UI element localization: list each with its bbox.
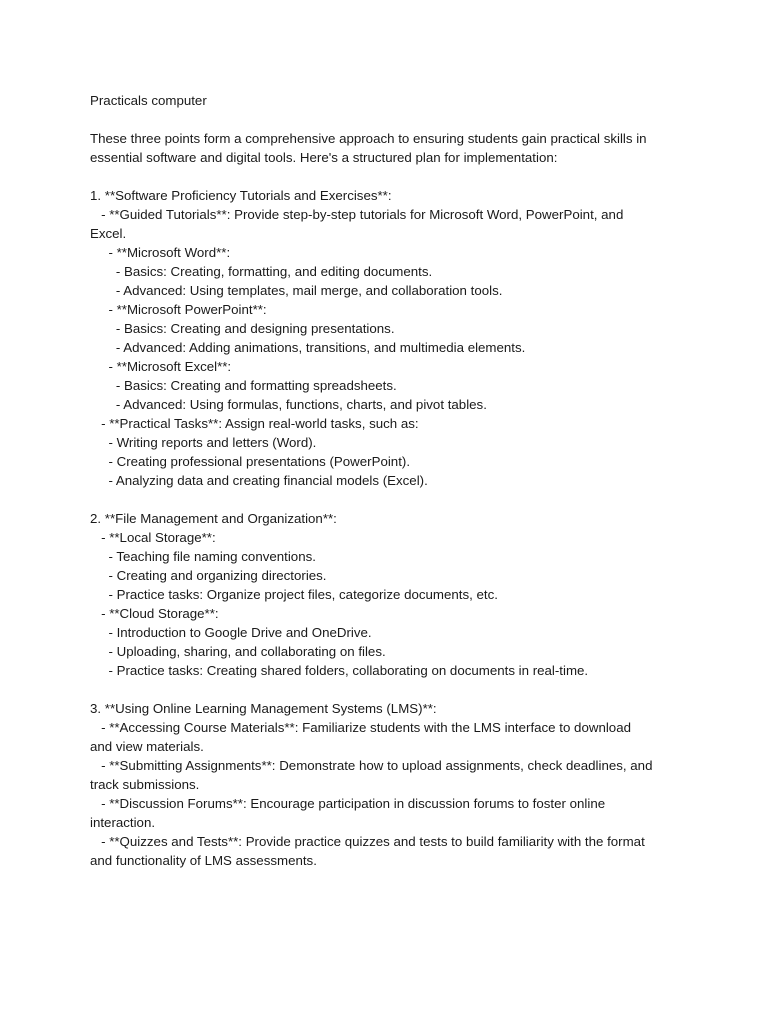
section3-line: - **Submitting Assignments**: Demonstrate how to upload assignments, check deadlines, and	[90, 758, 653, 773]
section2-line: - Practice tasks: Organize project files, categorize documents, etc.	[90, 587, 498, 602]
section1-line: - Advanced: Using templates, mail merge, and collaboration tools.	[90, 283, 503, 298]
section2-line: - Practice tasks: Creating shared folders, collaborating on documents in real-time.	[90, 663, 589, 678]
section1-line: - Basics: Creating and formatting spreadsheets.	[90, 378, 397, 393]
blank-line	[90, 110, 690, 129]
section1-line: Excel.	[90, 226, 127, 241]
section2-heading: 2. **File Management and Organization**:	[90, 511, 337, 526]
section1-line: - Advanced: Adding animations, transitions, and multimedia elements.	[90, 340, 526, 355]
section1-line: - Basics: Creating, formatting, and editing documents.	[90, 264, 433, 279]
section2-line: - **Local Storage**:	[90, 530, 216, 545]
section2-line: - **Cloud Storage**:	[90, 606, 219, 621]
intro-line: essential software and digital tools. Here's a structured plan for implementation:	[90, 150, 558, 165]
section3-heading: 3. **Using Online Learning Management Systems (LMS)**:	[90, 701, 437, 716]
blank-line	[90, 680, 690, 699]
section1-line: - Creating professional presentations (PowerPoint).	[90, 454, 411, 469]
blank-line	[90, 490, 690, 509]
section3-line: interaction.	[90, 815, 156, 830]
section1-line: - Basics: Creating and designing presentations.	[90, 321, 395, 336]
section3-line: track submissions.	[90, 777, 200, 792]
section1-heading: 1. **Software Proficiency Tutorials and Exercises**:	[90, 188, 392, 203]
section3-line: - **Discussion Forums**: Encourage participation in discussion forums to foster online	[90, 796, 606, 811]
section1-line: - Writing reports and letters (Word).	[90, 435, 317, 450]
section3-line: - **Quizzes and Tests**: Provide practice quizzes and tests to build familiarity with the format	[90, 834, 645, 849]
section1-line: - Advanced: Using formulas, functions, charts, and pivot tables.	[90, 397, 487, 412]
section1-line: - **Microsoft Excel**:	[90, 359, 232, 374]
section1-line: - **Microsoft Word**:	[90, 245, 231, 260]
section1-line: - **Practical Tasks**: Assign real-world tasks, such as:	[90, 416, 419, 431]
intro-line: These three points form a comprehensive approach to ensuring students gain practical skills in	[90, 131, 647, 146]
section2-line: - Introduction to Google Drive and OneDrive.	[90, 625, 372, 640]
section1-line: - **Guided Tutorials**: Provide step-by-step tutorials for Microsoft Word, PowerPoint, and	[90, 207, 624, 222]
section2-line: - Uploading, sharing, and collaborating on files.	[90, 644, 386, 659]
document-title: Practicals computer	[90, 93, 207, 108]
section2-line: - Teaching file naming conventions.	[90, 549, 316, 564]
document-body	[90, 91, 690, 870]
section1-line: - Analyzing data and creating financial models (Excel).	[90, 473, 428, 488]
section3-line: - **Accessing Course Materials**: Familiarize students with the LMS interface to download	[90, 720, 631, 735]
blank-line	[90, 167, 690, 186]
section3-line: and functionality of LMS assessments.	[90, 853, 317, 868]
section1-line: - **Microsoft PowerPoint**:	[90, 302, 267, 317]
section3-line: and view materials.	[90, 739, 204, 754]
section2-line: - Creating and organizing directories.	[90, 568, 327, 583]
